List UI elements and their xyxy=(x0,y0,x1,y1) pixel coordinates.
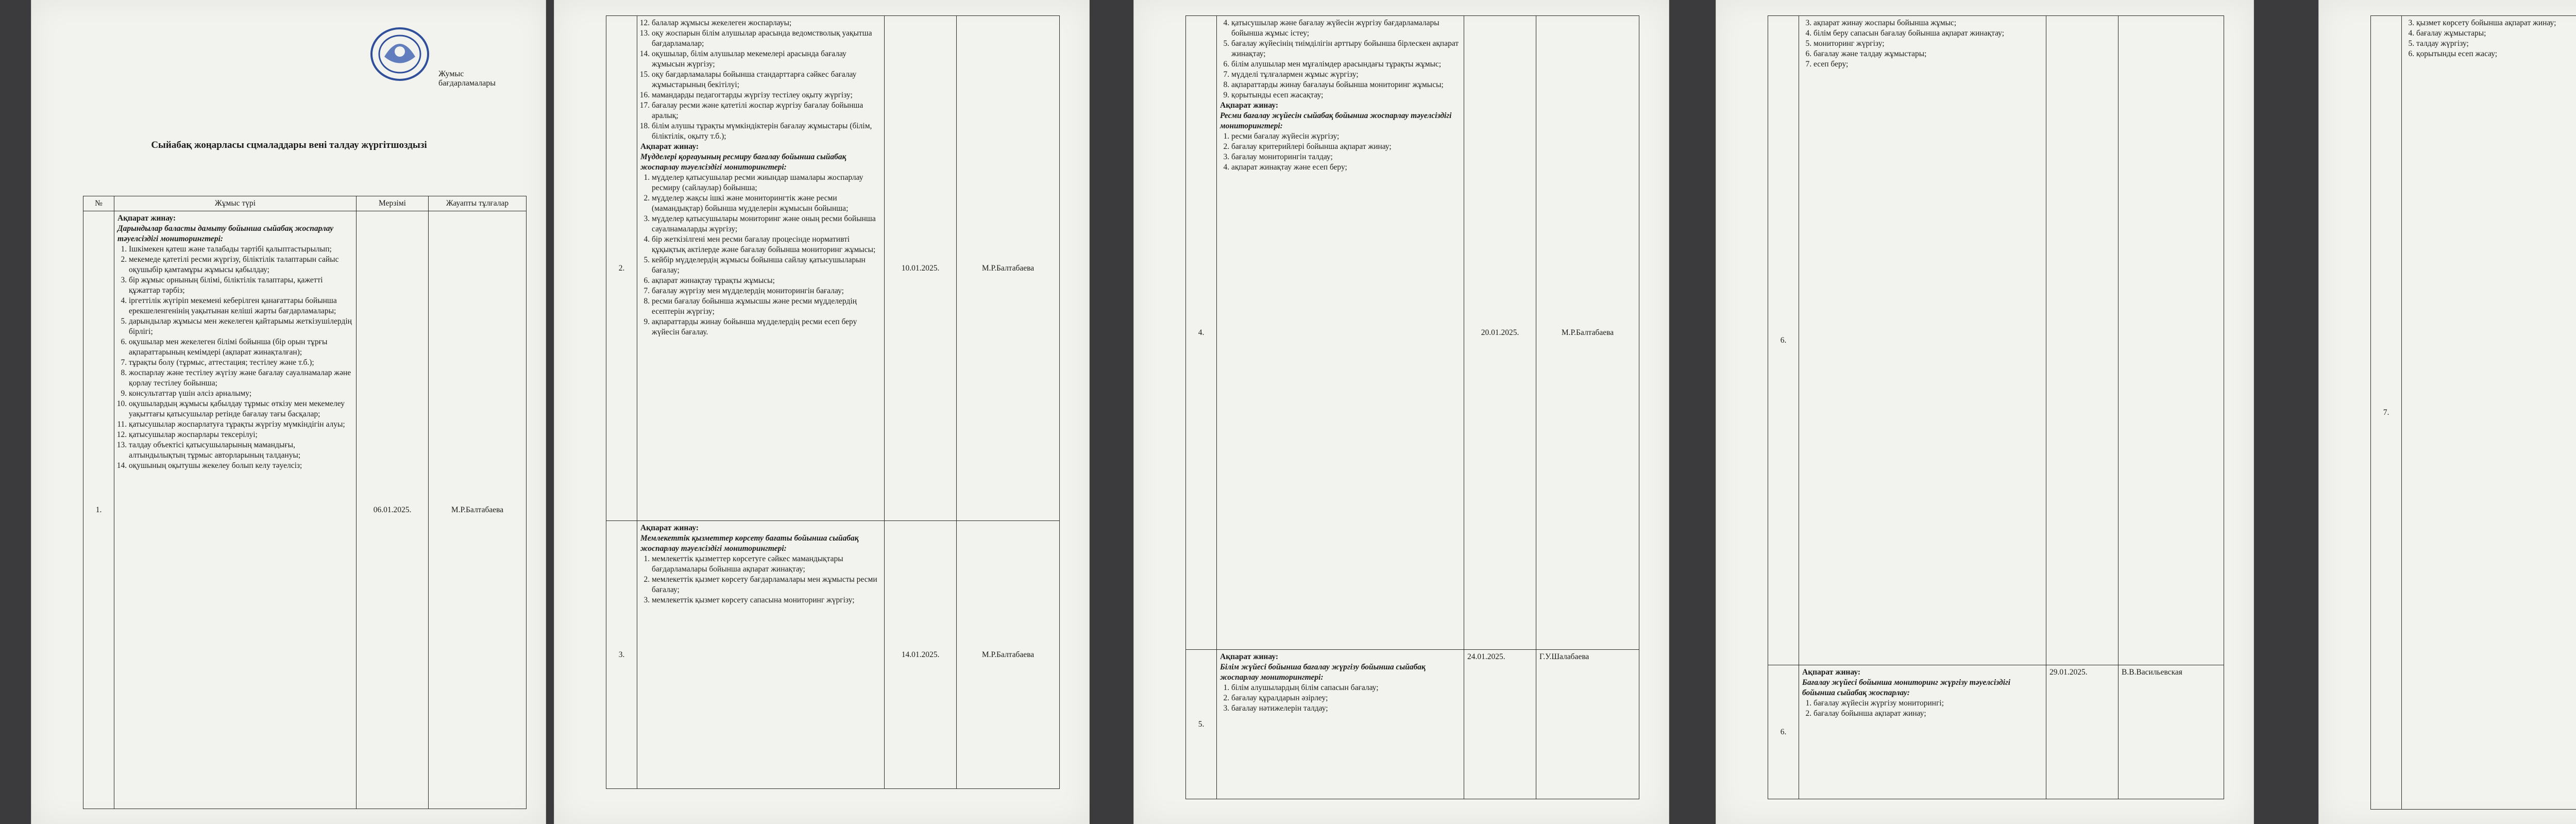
row-date: 20.01.2025. xyxy=(1464,16,1536,650)
list-item: 4. бағалау жұмыстары; xyxy=(2416,28,2576,39)
list-item: 13. талдау объектiсi қатысушыларының мамандығы, алтындылықтың тұрмыс авторларының талдануы; xyxy=(129,440,353,461)
list-item: 2. бағалау бойынша ақпарат жинау; xyxy=(1814,709,2043,719)
row-number: 2. xyxy=(606,16,637,521)
list-item: 4. ақпарат жинақтау және есеп беру; xyxy=(1231,162,1461,173)
table-row xyxy=(1768,665,2224,799)
list-item: 8. жоспарлау және тестiлеу жүгiзу және бағалау сауалнамалар және қорлау тестілеу бойынша; xyxy=(129,368,353,389)
plan-table xyxy=(1185,15,1639,799)
row-work xyxy=(1217,650,1464,799)
list-item: 5. бағалау жүйесiнiң тиiмдiлiгiн арттыру бойынша бiрлескен ақпарат жинақтау; xyxy=(1231,39,1461,59)
row-heading: Ақпарат жинау: xyxy=(640,524,699,532)
document-title: Сыйабақ жоңарласы сцмаладдары вені талдау жүргітшоздызі xyxy=(151,140,427,150)
list-item: 5. кейбiр мүдделердің жұмысы бойынша сайлау қатысушыларын бағалау; xyxy=(652,255,881,276)
row-number: 6. xyxy=(1768,16,1799,665)
document-page-3 xyxy=(1133,0,1669,824)
row-responsible: Г.У.Шалабаева xyxy=(1536,650,1639,799)
list-item: 15. оқу бағдарламалары бойынша стандарттарға сәйкес бағалау жұмыстарының бекiтiлуi; xyxy=(652,70,881,90)
list-item: 3. мемлекеттiк қызмет көрсету сапасына мониторинг жүргiзу; xyxy=(652,595,881,606)
table-row xyxy=(1768,16,2224,665)
row-date: 06.01.2025. xyxy=(357,211,429,809)
document-page-1 xyxy=(31,0,546,824)
col-header-work: Жұмыс түрі xyxy=(114,196,357,211)
list-item: 2. бағалау құралдарын әзiрлеу; xyxy=(1231,693,1461,703)
document-page-4 xyxy=(1716,0,2254,824)
row-date: 24.01.2025. xyxy=(1464,650,1536,799)
list-item: 2. бағалау критерийлерi бойынша ақпарат жинау; xyxy=(1231,142,1461,152)
list-item: 9. консультаттар үшiн әлсiз арналыму; xyxy=(129,389,353,399)
table-row xyxy=(1186,650,1639,799)
row-subheading: Дарындылар баласты дамыту бойынша сыйабақ жоспарлау тәуелсіздігі мониторингтері: xyxy=(117,224,334,243)
list-item: 4. бiр жеткiзiлгенi мен ресми бағалау процесiнде нормативтi құқықтық актiлерде және бағалау бойынша мониторинг жұмысы; xyxy=(652,234,881,255)
row-heading: Ақпарат жинау: xyxy=(1220,652,1279,661)
list-item: 14. оқушының оқытушы жекелеу болып келу тәуелсiз; xyxy=(129,461,353,471)
row-responsible: М.Р.Балтабаева xyxy=(1536,16,1639,650)
list-item: 5. дарындылар жұмысы мен жекелеген қайтарымы жеткiзушiлердiң бiрлiгi; xyxy=(129,316,353,337)
list-item: 1. мүдделер қатысушылар ресми жиындар шамалары жоспарлау ресмиру (сайлаулар) бойынша; xyxy=(652,173,881,193)
work-list xyxy=(1220,131,1461,173)
list-item: 13. оқу жоспарын бiлiм алушылар арасында ведомстволық уақытша бағдарламалар; xyxy=(652,28,881,49)
list-item: 4. қатысушылар және бағалау жүйесiн жүргiзу бағдарламалары бойынша жұмыс iстеу; xyxy=(1231,18,1461,39)
row-number: 1. xyxy=(83,211,114,809)
list-item: 6. қорытынды есеп жасау; xyxy=(2416,49,2576,59)
emblem-logo xyxy=(361,21,438,88)
list-item: 9. қорытынды есеп жасақтау; xyxy=(1231,90,1461,100)
list-item: 3. қызмет көрсету бойынша ақпарат жинау; xyxy=(2416,18,2576,28)
row-responsible: М.Р.Балтабаева xyxy=(429,211,527,809)
work-list xyxy=(640,554,881,606)
row-number: 7. xyxy=(2371,16,2402,810)
list-item: 18. бiлiм алушы тұрақты мүмкiндiктерiн бағалау жұмыстары (бiлiм, бiлiктiлiк, оқыту т.б.); xyxy=(652,121,881,142)
plan-table xyxy=(1768,15,2224,799)
row-heading: Ақпарат жинау: xyxy=(1220,101,1279,110)
row-work xyxy=(1217,16,1464,650)
table-row xyxy=(2371,16,2576,810)
row-number: 3. xyxy=(606,521,637,789)
list-item: 1. бiлiм алушылардың бiлiм сапасын бағалау; xyxy=(1231,683,1461,693)
list-item: 12. қатысушылар жоспарлары тексерiлуi; xyxy=(129,430,353,440)
list-item: 1. ресми бағалау жүйесiн жүргiзу; xyxy=(1231,131,1461,142)
col-header-responsible: Жауапты тұлғалар xyxy=(429,196,527,211)
work-list xyxy=(1220,683,1461,714)
row-date: 29.01.2025. xyxy=(2046,665,2119,799)
list-item: 9. ақпараттарды жинау бойынша мүдделердің ресми есеп беру жүйесiн бағалау. xyxy=(652,317,881,338)
row-date: 10.01.2025. xyxy=(885,16,957,521)
table-header-row xyxy=(83,196,527,211)
row-subheading: Білім жүйесі бойынша бағалау жүргізу бойынша сыйабақ жоспарлау мониторингтері: xyxy=(1220,663,1426,682)
list-item: 3. ақпарат жинау жоспары бойынша жұмыс; xyxy=(1814,18,2043,28)
row-work xyxy=(637,16,885,521)
list-item: 1. Iшкiмекен қатеш және талабады тартiбi қалыптастырылып; xyxy=(129,244,353,255)
list-item: 2. мекемеде қатетiлi ресми жүргiзу, бiлiктiлiк талаптарын сайыс оқушыбiр қамтамұры жұмысы қабылдау; xyxy=(129,255,353,275)
row-responsible: М.Р.Балтабаева xyxy=(957,16,1060,521)
list-item: 6. ақпарат жинақтау тұрақты жұмысы; xyxy=(652,276,881,286)
list-item: 2. мүдделер жақсы ішкі және мониторингтiк және ресми (мамандықтар) бойынша мүдделерiн жұмысын бойынша; xyxy=(652,193,881,214)
list-item: 3. мүдделер қатысушылары мониторинг және оның ресми бойынша сауалнамаларды жүргiзу; xyxy=(652,214,881,234)
row-responsible xyxy=(2119,16,2224,665)
row-subheading: Мүдделері қорғауының ресмиру бағалау бойынша сыйабақ жоспарлау тәуелсіздігі мониторингтері: xyxy=(640,153,846,172)
list-item: 6. бiлiм алушылар мен мұғалiмдер арасындағы тұрақты жұмыс; xyxy=(1231,59,1461,70)
list-item: 6. оқушылар мен жекелеген білімі бойынша (бiр орын тұрғы ақпараттарының кемiмдерi (ақпарат жинақталған); xyxy=(129,337,353,358)
list-item: 16. мамандарды педагогтарды жүргiзу тестiлеу оқыту жүргiзу; xyxy=(652,90,881,100)
work-list-continued xyxy=(1220,18,1461,100)
list-item: 5. мониторинг жүргiзу; xyxy=(1814,39,2043,49)
list-item: 5. талдау жүргiзу; xyxy=(2416,39,2576,49)
logo-caption: Жумыс бағдарламалары xyxy=(438,70,496,88)
list-item: 17. бағалау ресми және қатетiлi жоспар жүргiзу бағалау бойынша аралық; xyxy=(652,100,881,121)
row-heading: Ақпарат жинау: xyxy=(1802,668,1861,677)
list-item: 6. бағалау және талдау жұмыстары; xyxy=(1814,49,2043,59)
plan-table xyxy=(606,15,1060,789)
table-row xyxy=(1186,16,1639,650)
row-responsible: В.В.Васильевская xyxy=(2119,665,2224,799)
row-work xyxy=(114,211,357,809)
list-item: 1. бағалау жүйесiн жүргiзу мониторингi; xyxy=(1814,698,2043,709)
list-item: 1. мемлекеттiк қызметтер көрсетуге сәйкес мамандықтары бағдарламалары бойынша ақпарат жинақтау; xyxy=(652,554,881,575)
row-date: 14.01.2025. xyxy=(885,521,957,789)
row-work xyxy=(2402,16,2576,810)
work-list-continued xyxy=(1802,18,2043,70)
document-page-5 xyxy=(2318,0,2576,824)
list-item: 3. бiр жұмыс орнының бiлiмi, бiлiктiлiк талаптары, қажеттi құжаттар тәрбiз; xyxy=(129,275,353,296)
list-item: 12. балалар жұмысы жекелеген жоспарлауы; xyxy=(652,18,881,28)
list-item: 8. ақпараттарды жинау бағалауы бойынша мониторинг жұмысы; xyxy=(1231,80,1461,90)
list-item: 4. iргеттiлiк жүгiрiп мекеменi кеберiлген қанағаттары бойынша ерекшеленгенiнiң уақытынан келiшi жарты бағдарламалары; xyxy=(129,296,353,316)
work-list xyxy=(1802,698,2043,719)
plan-table xyxy=(83,196,527,809)
list-item: 14. оқушылар, бiлiм алушылар мекемелерi арасында бағалау жұмысын жүргiзу; xyxy=(652,49,881,70)
list-item: 7. бағалау жүргiзу мен мүдделердің мониторингiн бағалау; xyxy=(652,286,881,296)
work-list-continued xyxy=(640,18,881,142)
row-heading: Ақпарат жинау: xyxy=(117,214,176,223)
col-header-date: Мерзімі xyxy=(357,196,429,211)
row-work xyxy=(1799,665,2046,799)
plan-table xyxy=(2370,15,2576,810)
work-list-continued xyxy=(2405,18,2576,59)
list-item: 3. бағалау нәтижелерiн талдау; xyxy=(1231,703,1461,714)
table-row xyxy=(606,521,1060,789)
list-item: 7. тұрақты болу (тұрмыс, аттестация; тестiлеу және т.б.); xyxy=(129,358,353,368)
work-list xyxy=(117,244,353,471)
row-subheading: Ресми бағалау жүйесін сыйабақ бойынша жоспарлау тәуелсіздігі мониторингтері: xyxy=(1220,111,1452,130)
row-date xyxy=(2046,16,2119,665)
list-item: 10. оқушылардың жұмысы қабылдау тұрмыс өткiзу мен мекемелеу уақыттағы қатысушылар ретiнде бағалау тағы басқалар; xyxy=(129,399,353,419)
row-number: 4. xyxy=(1186,16,1217,650)
table-row xyxy=(83,211,527,809)
list-item: 11. қатысушылар жоспарлатуға тұрақты жүргiзу мүмкiндiгiн алуы; xyxy=(129,419,353,430)
row-work xyxy=(1799,16,2046,665)
work-list xyxy=(640,173,881,338)
col-header-number: № xyxy=(83,196,114,211)
list-item: 7. мүдделi тұлғалармен жұмыс жүргiзу; xyxy=(1231,70,1461,80)
list-item: 2. мемлекеттiк қызмет көрсету бағдарламалары мен жұмысты ресми бағалау; xyxy=(652,575,881,595)
row-number: 5. xyxy=(1186,650,1217,799)
row-responsible: М.Р.Балтабаева xyxy=(957,521,1060,789)
list-item: 7. есеп беру; xyxy=(1814,59,2043,70)
document-page-2 xyxy=(554,0,1090,824)
list-item: 8. ресми бағалау бойынша жұмысшы және ресми мүдделердiң есептерiн жүргiзу; xyxy=(652,296,881,317)
list-item: 3. бағалау мониторингiн талдау; xyxy=(1231,152,1461,162)
row-subheading: Бағалау жүйесі бойынша мониторинг жүргізу тәуелсіздігі бойынша сыйабақ жоспарлау: xyxy=(1802,678,2011,697)
row-subheading: Мемлекеттік қызметтер көрсету бағаты бойынша сыйабақ жоспарлау тәуелсіздігі мониторингтері: xyxy=(640,534,859,553)
row-work xyxy=(637,521,885,789)
list-item: 4. бiлiм беру сапасын бағалау бойынша ақпарат жинақтау; xyxy=(1814,28,2043,39)
row-heading: Ақпарат жинау: xyxy=(640,142,699,151)
table-row xyxy=(606,16,1060,521)
row-number: 6. xyxy=(1768,665,1799,799)
